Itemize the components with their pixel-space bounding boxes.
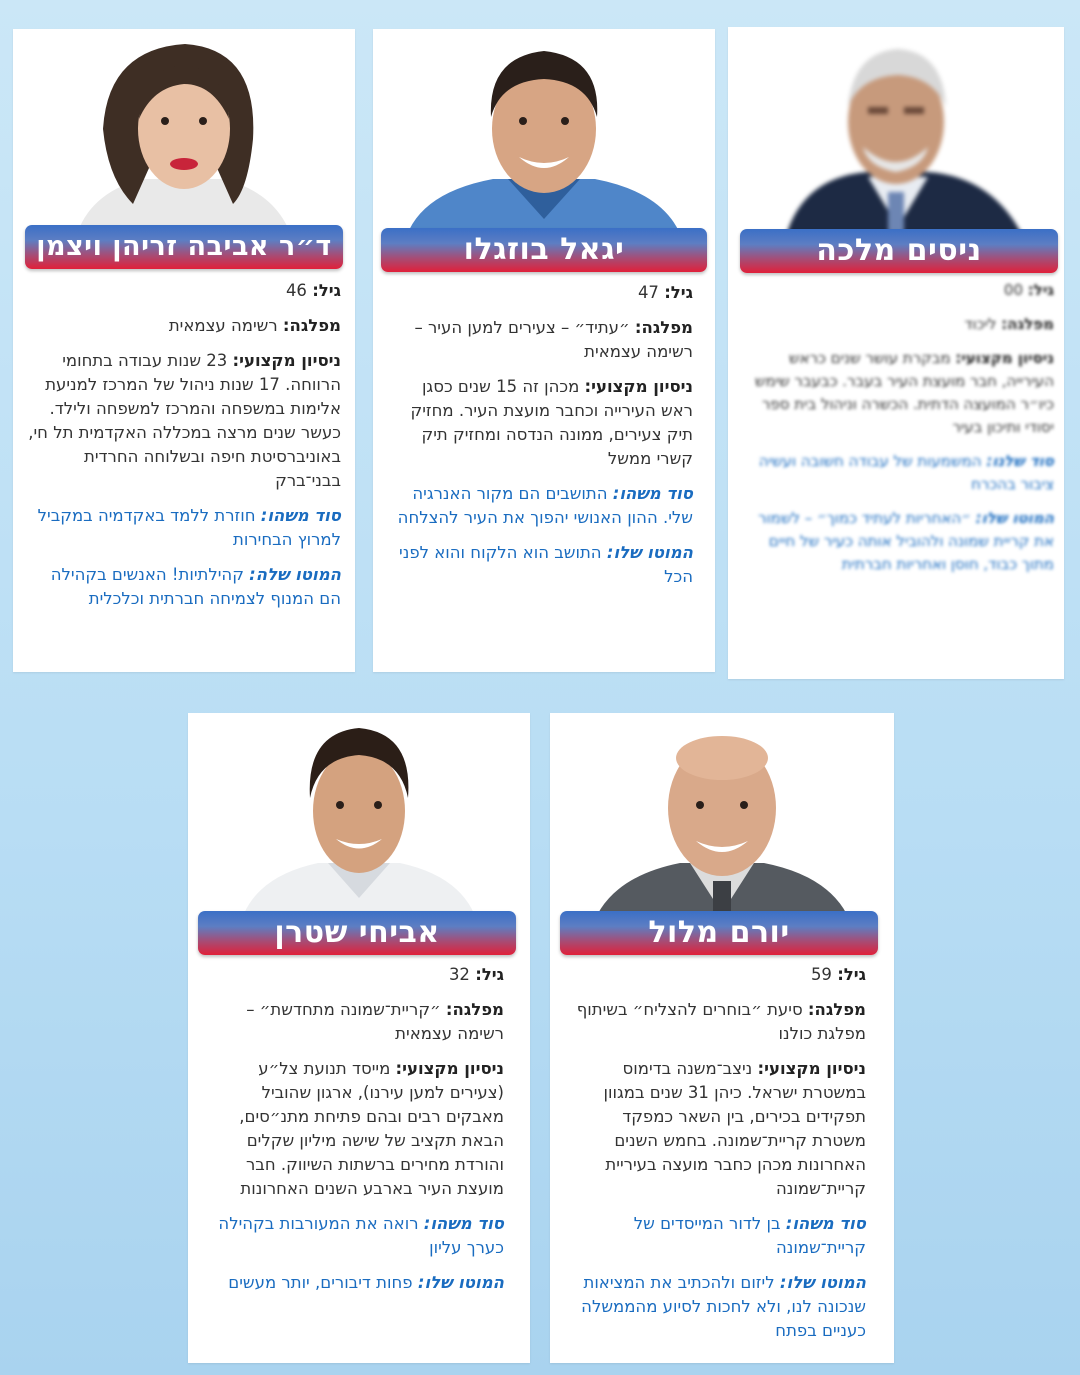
party-value: ״עתיד״ – צעירים למען העיר – רשימה עצמאית (414, 318, 693, 361)
experience-value: מבקרת עושר שנים כראש העירייה, חבר מועצת העיר בעבר. כבעבר שימש כיו״ר המועצה הדתית. הכשרה וניהול בית ספר יסודי ותיכון בעיר (754, 349, 1054, 436)
portrait-image (13, 29, 355, 249)
candidate-name-4: יורם מלול (560, 911, 878, 955)
candidate-card-4 (550, 713, 894, 1363)
candidate-photo-4 (550, 713, 894, 933)
age-label: גיל: (1027, 281, 1054, 299)
age-value: 46 (285, 281, 307, 300)
age-value: 59 (810, 965, 832, 984)
party-label: מפלגה: (1001, 315, 1054, 333)
age-value: 32 (448, 965, 470, 984)
candidate-details-1 (742, 279, 1054, 587)
age-label: גיל: (664, 283, 693, 302)
candidate-name-2: יגאל בוזגלו (381, 228, 707, 272)
age-label: גיל: (475, 965, 504, 984)
secret-value: רואה את המעורבות בקהילה כערך עליון (218, 1214, 504, 1257)
candidate-card-5 (188, 713, 530, 1363)
candidate-photo-5 (188, 713, 530, 933)
portrait-image (373, 29, 715, 249)
secret-value: התושבים הם מקור האנרגיה שלי. ההון האנושי יהפוך את העיר להצלחה (397, 484, 693, 527)
motto-value: פחות דיבורים, יותר מעשים (228, 1273, 413, 1292)
experience-value: מייסד תנועת צל״ע (צעירים למען עירנו), ארגון שהוביל מאבקים רבים ובהם פתיחת מתנ״סים, הבאת תקציב של שישה מיליון שקלים והורדת מחירים ברשתות השיווק. חבר מועצת העיר בארבע השנים האחרונות (239, 1059, 504, 1198)
experience-label: ניסיון מקצועי: (584, 377, 693, 396)
age-label: גיל: (837, 965, 866, 984)
secret-label: סוד משהו: (612, 484, 693, 503)
motto-label: המוטו שלו: (779, 1273, 866, 1292)
party-label: מפלגה: (634, 318, 693, 337)
secret-value: חוזרת ללמד באקדמיה במקביל למרוץ הבחירות (37, 506, 341, 549)
age-value: 00 (1003, 281, 1024, 299)
portrait-image (188, 713, 530, 933)
secret-label: סוד משהו: (260, 506, 341, 525)
experience-label: ניסיון מקצועי: (955, 349, 1054, 367)
candidate-card-1 (728, 27, 1064, 679)
secret-value: בן לדור המייסדים של קריית־שמונה (633, 1214, 866, 1257)
candidate-card-2 (373, 29, 715, 672)
experience-label: ניסיון מקצועי: (232, 351, 341, 370)
experience-label: ניסיון מקצועי: (757, 1059, 866, 1078)
candidate-photo-2 (373, 29, 715, 249)
motto-label: המוטו שלו: (417, 1273, 504, 1292)
party-value: רשימה עצמאית (168, 316, 278, 335)
experience-value: מכהן זה 15 שנים כסגן ראש העירייה וכחבר מועצת העיר. מחזיק תיק צעירים, ממונה הנדסה ומחזיק תיק קשרי ממשל (410, 377, 693, 468)
candidate-details-2 (389, 281, 693, 600)
party-label: מפלגה: (807, 1000, 866, 1019)
candidate-card-3 (13, 29, 355, 672)
motto-value: ליזום ולהכתיב את המציאות שנכונה לנו, ולא לחכות לסיוע מהממשלה כעניים בפתח (581, 1273, 866, 1340)
party-label: מפלגה: (282, 316, 341, 335)
secret-label: סוד משהו: (423, 1214, 504, 1233)
candidate-photo-1 (728, 27, 1064, 247)
candidate-details-3 (27, 279, 341, 622)
secret-label: סוד משהו: (785, 1214, 866, 1233)
candidate-name-3: ד״ר אביבה זריהן ויצמן (25, 225, 343, 269)
secret-label: סוד שלנו: (986, 452, 1054, 470)
experience-value: 23 שנות עבודה בתחומי הרווחה. 17 שנות ניהול של המרכז למניעת אלימות במשפחה והמרכז למשפחה ולילד. כעשר שנים מרצה במכללה האקדמית תל חי, באוניברסיטת חיפה ובשלוחה החרדית בבני־ברק (28, 351, 341, 490)
portrait-image (550, 713, 894, 933)
motto-label: המוטו שלה: (249, 565, 341, 584)
party-value: ליכוד (964, 315, 997, 333)
motto-value: התושב הוא הלקוח והוא לפני הכל (399, 543, 693, 586)
party-value: סיעת ״בוחרים להצליח״ בשיתוף מפלגת כולנו (576, 1000, 866, 1043)
motto-label: המוטו שלו: (975, 509, 1054, 527)
experience-label: ניסיון מקצועי: (395, 1059, 504, 1078)
candidate-details-5 (208, 963, 504, 1306)
secret-value: המשמעות של עבודה חשובה ועשיה ציבור בהכרח (758, 452, 1054, 493)
candidate-details-4 (564, 963, 866, 1354)
party-value: ״קריית־שמונה מתחדשת״ – רשימה עצמאית (246, 1000, 504, 1043)
party-label: מפלגה: (445, 1000, 504, 1019)
age-label: גיל: (312, 281, 341, 300)
motto-label: המוטו שלו: (606, 543, 693, 562)
age-value: 47 (637, 283, 659, 302)
experience-value: ניצב־משנה בדימוס במשטרת ישראל. כיהן 31 שנים במגוון תפקידים בכירים, בין השאר כמפקד משטרת קריית־שמונה. בחמש השנים האחרונות מכהן כחבר מועצה בעיריית קריית־שמונה (603, 1059, 866, 1198)
motto-value: ״האחריות לעתיד כמוך״ – לשמור את קריית שמונה ולהוביל אותה כעיר של חיים מתוך כבוד, חוסן ואחריות חברתית (758, 509, 1054, 573)
portrait-image (728, 27, 1064, 247)
candidate-name-1: ניסים מלכה (740, 229, 1058, 273)
motto-value: קהילתיות! האנשים בקהילה הם המנוף לצמיחה חברתית וכלכלית (50, 565, 341, 608)
candidate-photo-3 (13, 29, 355, 249)
candidate-name-5: אביחי שטרן (198, 911, 516, 955)
